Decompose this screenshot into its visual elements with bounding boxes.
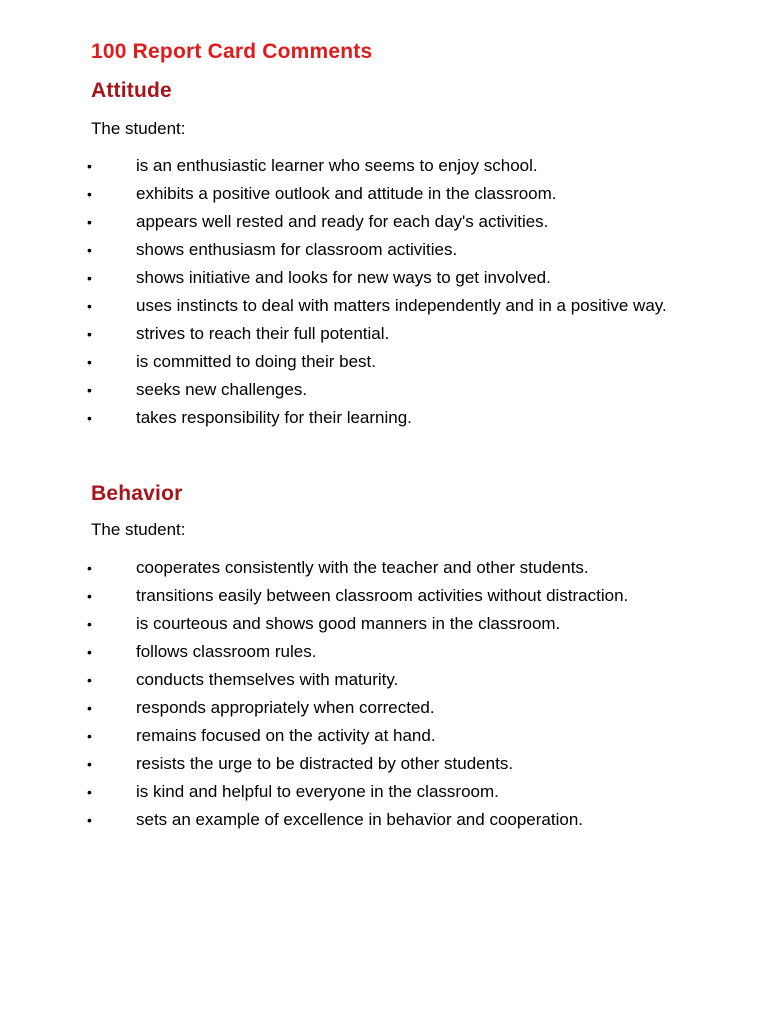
comment-text: is an enthusiastic learner who seems to enjoy school. xyxy=(136,156,538,175)
bullet-icon: • xyxy=(87,812,92,828)
comment-text: responds appropriately when corrected. xyxy=(136,698,435,717)
comment-text: shows enthusiasm for classroom activities. xyxy=(136,240,458,259)
bullet-icon: • xyxy=(87,672,92,688)
bullet-icon: • xyxy=(87,410,92,426)
bullet-icon: • xyxy=(87,270,92,286)
comment-list-attitude xyxy=(0,155,768,435)
bullet-icon: • xyxy=(87,326,92,342)
comment-text: shows initiative and looks for new ways to get involved. xyxy=(136,268,551,287)
comment-text: remains focused on the activity at hand. xyxy=(136,726,436,745)
comment-text: sets an example of excellence in behavior and cooperation. xyxy=(136,810,584,829)
comment-item xyxy=(0,295,668,317)
comment-text: is courteous and shows good manners in the classroom. xyxy=(136,614,561,633)
comment-item xyxy=(0,697,668,719)
bullet-icon: • xyxy=(87,158,92,174)
comment-text: takes responsibility for their learning. xyxy=(136,408,412,427)
comment-item xyxy=(0,267,668,289)
comment-item xyxy=(0,669,668,691)
comment-text: is committed to doing their best. xyxy=(136,352,377,371)
comment-text: uses instincts to deal with matters independently and in a positive way. xyxy=(136,296,667,315)
bullet-icon: • xyxy=(87,756,92,772)
bullet-icon: • xyxy=(87,214,92,230)
comment-item xyxy=(0,725,668,747)
comment-text: exhibits a positive outlook and attitude in the classroom. xyxy=(136,184,557,203)
comment-item xyxy=(0,211,668,233)
section-heading-attitude: Attitude xyxy=(91,79,172,102)
section-intro-attitude: The student: xyxy=(91,119,186,138)
comment-text: cooperates consistently with the teacher and other students. xyxy=(136,558,589,577)
comment-item xyxy=(0,781,668,803)
bullet-icon: • xyxy=(87,382,92,398)
comment-item xyxy=(0,809,668,831)
bullet-icon: • xyxy=(87,354,92,370)
comment-text: conducts themselves with maturity. xyxy=(136,670,399,689)
bullet-icon: • xyxy=(87,644,92,660)
bullet-icon: • xyxy=(87,298,92,314)
comment-text: is kind and helpful to everyone in the classroom. xyxy=(136,782,499,801)
comment-item xyxy=(0,155,668,177)
comment-item xyxy=(0,613,668,635)
comment-item xyxy=(0,557,668,579)
bullet-icon: • xyxy=(87,186,92,202)
document-title: 100 Report Card Comments xyxy=(91,40,373,63)
comment-text: follows classroom rules. xyxy=(136,642,317,661)
section-heading-behavior: Behavior xyxy=(91,482,183,505)
comment-item xyxy=(0,585,668,607)
bullet-icon: • xyxy=(87,616,92,632)
comment-text: resists the urge to be distracted by other students. xyxy=(136,754,514,773)
comment-item xyxy=(0,407,668,429)
bullet-icon: • xyxy=(87,588,92,604)
comment-item xyxy=(0,239,668,261)
bullet-icon: • xyxy=(87,784,92,800)
bullet-icon: • xyxy=(87,728,92,744)
comment-text: appears well rested and ready for each day's activities. xyxy=(136,212,549,231)
bullet-icon: • xyxy=(87,700,92,716)
bullet-icon: • xyxy=(87,560,92,576)
section-intro-behavior: The student: xyxy=(91,520,186,539)
comment-text: transitions easily between classroom activities without distraction. xyxy=(136,586,629,605)
bullet-icon: • xyxy=(87,242,92,258)
comment-item xyxy=(0,641,668,663)
comment-item xyxy=(0,351,668,373)
comment-item xyxy=(0,753,668,775)
comment-text: seeks new challenges. xyxy=(136,380,308,399)
comment-list-behavior xyxy=(0,557,768,837)
comment-item xyxy=(0,323,668,345)
comment-item xyxy=(0,379,668,401)
comment-item xyxy=(0,183,668,205)
comment-text: strives to reach their full potential. xyxy=(136,324,390,343)
